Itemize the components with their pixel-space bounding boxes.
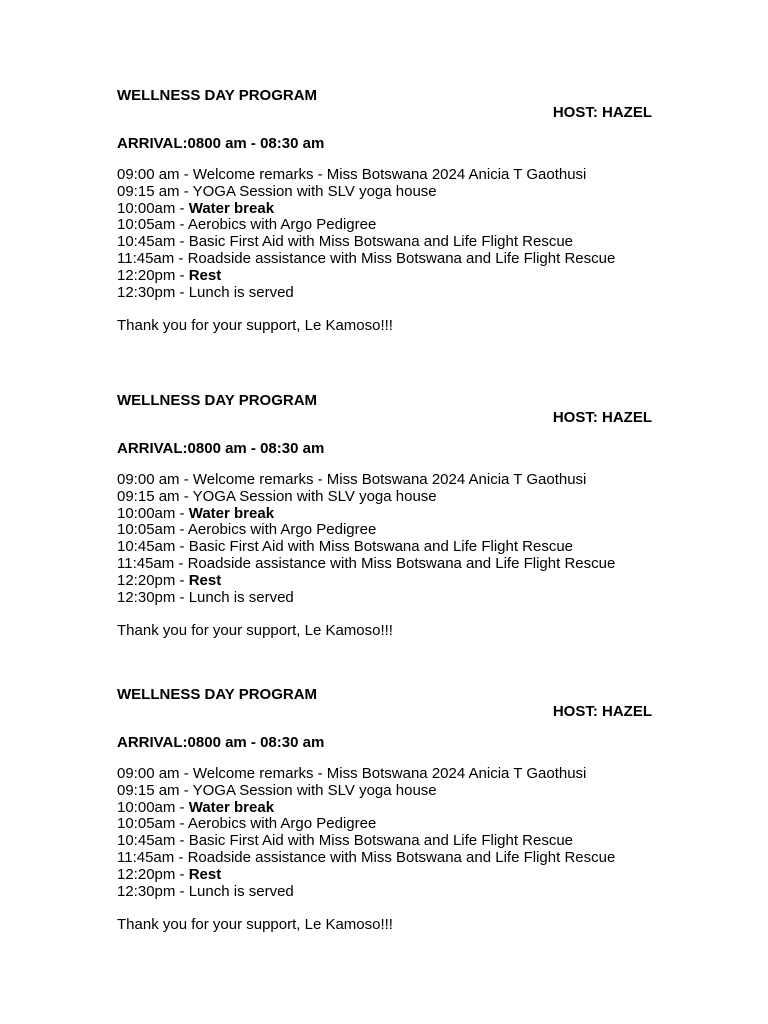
- schedule-item: [117, 884, 652, 901]
- schedule-item-text: 10:05am - Aerobics with Argo Pedigree: [117, 216, 377, 234]
- arrival-time: ARRIVAL:0800 am - 08:30 am: [117, 440, 325, 457]
- arrival-time: ARRIVAL:0800 am - 08:30 am: [117, 135, 325, 152]
- thank-you-note: Thank you for your support, Le Kamoso!!!: [117, 916, 393, 934]
- schedule-item: [117, 167, 652, 184]
- schedule-item-text: 09:15 am - YOGA Session with SLV yoga house: [117, 781, 437, 799]
- schedule-item: [117, 556, 652, 573]
- schedule-item: [117, 268, 652, 285]
- schedule-item: [117, 522, 652, 539]
- schedule-list: [117, 766, 652, 900]
- schedule-item-text: 12:20pm -: [117, 865, 189, 883]
- schedule-item: [117, 783, 652, 800]
- program-title: WELLNESS DAY PROGRAM: [117, 686, 318, 703]
- thank-you-note: Thank you for your support, Le Kamoso!!!: [117, 622, 393, 640]
- schedule-item-highlight: Water break: [188, 798, 275, 816]
- schedule-item-text: 10:00am -: [117, 504, 189, 522]
- schedule-item: [117, 766, 652, 783]
- schedule-item-text: 12:20pm -: [117, 266, 189, 284]
- schedule-item: [117, 506, 652, 523]
- schedule-item: [117, 539, 652, 556]
- schedule-item: [117, 800, 652, 817]
- schedule-item-highlight: Rest: [188, 865, 222, 883]
- schedule-item: [117, 285, 652, 302]
- schedule-item-text: 10:05am - Aerobics with Argo Pedigree: [117, 521, 377, 539]
- schedule-item: [117, 251, 652, 268]
- schedule-item-text: 09:15 am - YOGA Session with SLV yoga house: [117, 487, 437, 505]
- schedule-list: [117, 167, 652, 301]
- schedule-item: [117, 234, 652, 251]
- program-host: HOST: HAZEL: [552, 703, 652, 720]
- schedule-item-text: 09:15 am - YOGA Session with SLV yoga house: [117, 182, 437, 200]
- schedule-item-text: 11:45am - Roadside assistance with Miss Botswana and Life Flight Rescue: [117, 848, 616, 866]
- schedule-item: [117, 489, 652, 506]
- program-title: WELLNESS DAY PROGRAM: [117, 392, 318, 409]
- schedule-item-text: 12:20pm -: [117, 571, 189, 589]
- schedule-item-text: 12:30pm - Lunch is served: [117, 588, 294, 606]
- schedule-item-highlight: Rest: [188, 571, 222, 589]
- schedule-item: [117, 867, 652, 884]
- schedule-item-text: 09:00 am - Welcome remarks - Miss Botswana 2024 Anicia T Gaothusi: [117, 166, 587, 183]
- schedule-list: [117, 472, 652, 606]
- program-host: HOST: HAZEL: [552, 104, 652, 121]
- thank-you-note: Thank you for your support, Le Kamoso!!!: [117, 317, 393, 335]
- schedule-item-text: 11:45am - Roadside assistance with Miss Botswana and Life Flight Rescue: [117, 249, 616, 267]
- program-title: WELLNESS DAY PROGRAM: [117, 87, 318, 104]
- schedule-item: [117, 590, 652, 607]
- schedule-item: [117, 850, 652, 867]
- schedule-item-text: 10:00am -: [117, 199, 189, 217]
- schedule-item-text: 12:30pm - Lunch is served: [117, 882, 294, 900]
- schedule-item-text: 09:00 am - Welcome remarks - Miss Botswana 2024 Anicia T Gaothusi: [117, 765, 587, 782]
- program-block: [117, 686, 652, 933]
- schedule-item: [117, 217, 652, 234]
- schedule-item: [117, 184, 652, 201]
- program-host: HOST: HAZEL: [552, 409, 652, 426]
- schedule-item-text: 10:00am -: [117, 798, 189, 816]
- schedule-item: [117, 573, 652, 590]
- program-block: [117, 87, 652, 334]
- schedule-item-highlight: Rest: [188, 266, 222, 284]
- schedule-item-highlight: Water break: [188, 199, 275, 217]
- schedule-item-text: 09:00 am - Welcome remarks - Miss Botswana 2024 Anicia T Gaothusi: [117, 471, 587, 488]
- schedule-item-text: 10:45am - Basic First Aid with Miss Botswana and Life Flight Rescue: [117, 233, 574, 251]
- schedule-item-text: 10:45am - Basic First Aid with Miss Botswana and Life Flight Rescue: [117, 832, 574, 850]
- schedule-item-text: 12:30pm - Lunch is served: [117, 283, 294, 301]
- schedule-item-text: 10:45am - Basic First Aid with Miss Botswana and Life Flight Rescue: [117, 538, 574, 556]
- schedule-item: [117, 816, 652, 833]
- arrival-time: ARRIVAL:0800 am - 08:30 am: [117, 734, 325, 751]
- schedule-item-text: 10:05am - Aerobics with Argo Pedigree: [117, 815, 377, 833]
- schedule-item-text: 11:45am - Roadside assistance with Miss Botswana and Life Flight Rescue: [117, 554, 616, 572]
- schedule-item: [117, 833, 652, 850]
- schedule-item: [117, 472, 652, 489]
- program-block: [117, 392, 652, 639]
- schedule-item-highlight: Water break: [188, 504, 275, 522]
- schedule-item: [117, 201, 652, 218]
